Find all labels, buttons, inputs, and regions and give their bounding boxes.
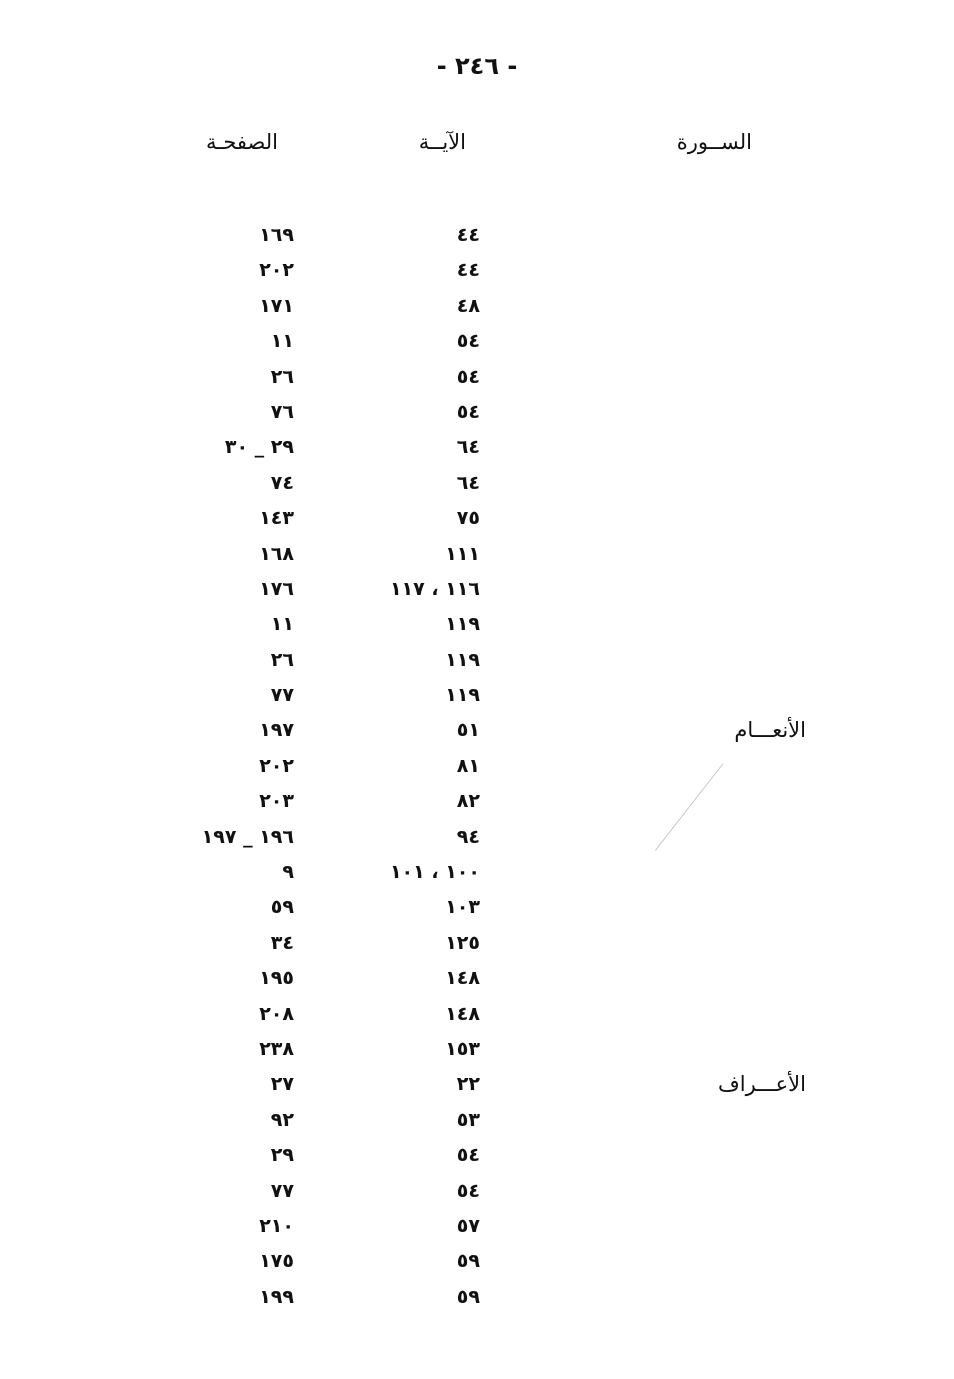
ayah-cell: ١٥٣	[445, 1037, 480, 1060]
ayah-cell: ١١٩	[445, 684, 480, 707]
ayah-cell: ٦٤	[456, 436, 480, 459]
page-cell: ١٩٩	[259, 1285, 294, 1308]
ayah-cell: ٤٤	[456, 224, 480, 246]
table-row	[0, 466, 954, 501]
ayah-cell: ٢٢	[456, 1073, 480, 1096]
table-row	[0, 820, 954, 855]
page-cell: ٢٩ _ ٣٠	[224, 436, 294, 459]
ayah-cell: ١٤٨	[445, 1002, 480, 1025]
table-row	[0, 749, 954, 784]
ayah-cell: ٥١	[456, 719, 480, 742]
table-row	[0, 289, 954, 324]
table-row	[0, 713, 954, 748]
ayah-cell: ١٢٥	[445, 931, 480, 954]
page-cell: ١٦٩	[259, 224, 294, 246]
page-cell: ٣٤	[270, 931, 294, 954]
page-cell: ٢٠٢	[259, 259, 294, 282]
table-row	[0, 784, 954, 819]
page-cell: ١٦٨	[259, 542, 294, 565]
ayah-cell: ٥٤	[456, 330, 480, 353]
table-row	[0, 855, 954, 890]
page-cell: ٩	[282, 861, 294, 884]
table-row	[0, 1138, 954, 1173]
page-cell: ١٧١	[259, 294, 294, 317]
table-row	[0, 961, 954, 996]
table-row	[0, 1103, 954, 1138]
ayah-cell: ٤٨	[456, 294, 480, 317]
page-cell: ٢٠٨	[259, 1002, 294, 1025]
ayah-cell: ٥٩	[456, 1285, 480, 1308]
table-row	[0, 1244, 954, 1279]
ayah-cell: ٧٥	[456, 507, 480, 530]
table-row	[0, 253, 954, 288]
page-cell: ٢٧	[270, 1073, 294, 1096]
table-row	[0, 430, 954, 465]
ayah-cell: ١١٩	[445, 613, 480, 636]
page-cell: ٧٧	[270, 684, 294, 707]
ayah-cell: ٥٣	[456, 1108, 480, 1131]
page-cell: ٩٢	[270, 1108, 294, 1131]
page-cell: ١١	[270, 330, 294, 353]
column-header-page: الصفحـة	[205, 130, 278, 154]
table-row	[0, 997, 954, 1032]
page-cell: ٢٦	[270, 365, 294, 388]
ayah-cell: ٥٧	[456, 1214, 480, 1237]
ayah-cell: ١٠٣	[445, 896, 480, 919]
page-number: - ٢٤٦ -	[436, 52, 518, 80]
table-row	[0, 607, 954, 642]
table-row	[0, 395, 954, 430]
table-row	[0, 678, 954, 713]
table-row	[0, 1209, 954, 1244]
table-row	[0, 218, 954, 253]
ayah-cell: ٥٤	[456, 400, 480, 423]
ayah-cell: ١١٩	[445, 648, 480, 671]
table-row	[0, 643, 954, 678]
surah-cell: الأنعـــام	[734, 718, 806, 743]
table-row	[0, 572, 954, 607]
page-cell: ٧٧	[270, 1179, 294, 1202]
page-cell: ٧٦	[270, 400, 294, 423]
page-cell: ٢٠٣	[259, 790, 294, 813]
ayah-cell: ٥٩	[456, 1250, 480, 1273]
ayah-cell: ٤٤	[456, 259, 480, 282]
table-row	[0, 537, 954, 572]
page-cell: ١١	[270, 613, 294, 636]
column-header-surah: الســورة	[676, 130, 752, 154]
ayah-cell: ٥٤	[456, 1144, 480, 1167]
ayah-cell: ١٠٠ ، ١٠١	[389, 861, 480, 884]
page-cell: ٢٣٨	[259, 1037, 294, 1060]
page-cell: ١٩٦ _ ١٩٧	[201, 825, 294, 848]
ayah-cell: ١١٦ ، ١١٧	[389, 577, 480, 600]
column-header-ayah: الآيــة	[418, 130, 466, 154]
ayah-cell: ٨١	[456, 754, 480, 777]
surah-cell: الأعـــراف	[718, 1072, 806, 1097]
table-row	[0, 324, 954, 359]
page-cell: ٥٩	[270, 896, 294, 919]
page-cell: ١٩٥	[259, 967, 294, 990]
page-cell: ٧٤	[270, 471, 294, 494]
page-cell: ٢٩	[270, 1144, 294, 1167]
table-row	[0, 501, 954, 536]
page-cell: ١٧٦	[259, 577, 294, 600]
table-row	[0, 890, 954, 925]
ayah-cell: ١١١	[445, 542, 480, 565]
index-table	[0, 218, 954, 1315]
table-row	[0, 1032, 954, 1067]
page-cell: ٢٠٢	[259, 754, 294, 777]
table-row	[0, 360, 954, 395]
ayah-cell: ١٤٨	[445, 967, 480, 990]
ayah-cell: ٩٤	[456, 825, 480, 848]
ayah-cell: ٥٤	[456, 365, 480, 388]
ayah-cell: ٨٢	[456, 790, 480, 813]
ayah-cell: ٥٤	[456, 1179, 480, 1202]
table-row	[0, 1174, 954, 1209]
table-row	[0, 1067, 954, 1102]
page-cell: ١٧٥	[259, 1250, 294, 1273]
page-cell: ٢١٠	[259, 1214, 294, 1237]
page-cell: ١٩٧	[259, 719, 294, 742]
page-cell: ٢٦	[270, 648, 294, 671]
page-cell: ١٤٣	[259, 507, 294, 530]
table-row	[0, 1280, 954, 1315]
table-row	[0, 926, 954, 961]
ayah-cell: ٦٤	[456, 471, 480, 494]
